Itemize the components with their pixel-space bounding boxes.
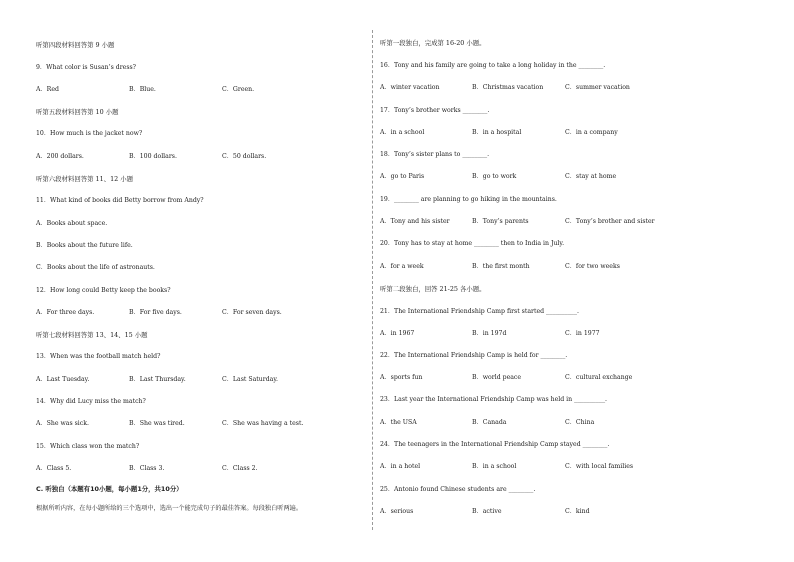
question-13: 13．When was the football match held? [36, 353, 161, 360]
question-22: 22．The International Friendship Camp is held for ________. [380, 352, 568, 359]
option-c[interactable]: C．Tony’s brother and sister [565, 218, 655, 225]
option-b[interactable]: B．in 197d [472, 330, 507, 337]
option-b[interactable]: B．in a hospital [472, 129, 522, 136]
question-25: 25．Antonio found Chinese students are ________. [380, 486, 536, 493]
option-b[interactable]: B．She was tired. [129, 420, 185, 427]
option-b[interactable]: B．Tony’s parents [472, 218, 529, 225]
question-14: 14．Why did Lucy miss the match? [36, 398, 146, 405]
heading-monologue-1: 听第一段独白，完成第 16-20 小题。 [380, 39, 486, 47]
option-c[interactable]: C．Last Saturday. [222, 376, 278, 383]
question-11: 11．What kind of books did Betty borrow from Andy? [36, 197, 204, 204]
option-b[interactable]: B．Books about the future life. [36, 242, 133, 249]
option-b[interactable]: B．in a school [472, 463, 517, 470]
option-b[interactable]: B．100 dollars. [129, 153, 177, 160]
option-a[interactable]: A．Books about space. [36, 220, 108, 227]
heading-monologue-2: 听第二段独白，回答 21-25 各小题。 [380, 285, 486, 293]
option-c[interactable]: C．China [565, 419, 595, 426]
option-a[interactable]: A．for a week [380, 263, 424, 270]
option-c[interactable]: C．in a company [565, 129, 618, 136]
option-b[interactable]: B．world peace [472, 374, 522, 381]
question-9: 9．What color is Susan’s dress? [36, 64, 136, 71]
option-a[interactable]: A．200 dollars. [36, 153, 84, 160]
option-a[interactable]: A．in a school [380, 129, 425, 136]
question-20: 20．Tony has to stay at home ________ then to India in July. [380, 240, 565, 247]
question-19: 19．________ are planning to go hiking in the mountains. [380, 196, 557, 203]
option-b[interactable]: B．the first month [472, 263, 530, 270]
option-b[interactable]: B．For five days. [129, 309, 182, 316]
heading-q13-15: 听第七段材料回答第 13、14、15 小题 [36, 331, 148, 339]
option-a[interactable]: A．in 1967 [380, 330, 415, 337]
option-c[interactable]: C．cultural exchange [565, 374, 633, 381]
column-divider [372, 30, 373, 530]
question-24: 24．The teenagers in the International Friendship Camp stayed ________. [380, 441, 610, 448]
question-17: 17．Tony’s brother works ________. [380, 107, 490, 114]
option-c[interactable]: C．Class 2. [222, 465, 258, 472]
option-b[interactable]: B．go to work [472, 173, 517, 180]
option-a[interactable]: A．For three days. [36, 309, 95, 316]
heading-q10: 听第五段材料回答第 10 小题 [36, 108, 119, 116]
option-a[interactable]: A．Class 5. [36, 465, 72, 472]
section-c-instructions: 根据所听内容，在每小题所给的三个选项中，选出一个能完成句子的最佳答案。每段独白听两遍。 [36, 505, 303, 512]
option-a[interactable]: A．winter vacation [380, 84, 440, 91]
option-a[interactable]: A．serious [380, 508, 414, 515]
option-a[interactable]: A．the USA [380, 419, 417, 426]
option-c[interactable]: C．stay at home [565, 173, 617, 180]
question-21: 21．The International Friendship Camp first started __________. [380, 308, 579, 315]
option-c[interactable]: C．with local families [565, 463, 634, 470]
heading-q11-12: 听第六段材料回答第 11、12 小题 [36, 175, 134, 183]
option-c[interactable]: C．summer vacation [565, 84, 630, 91]
option-c[interactable]: C．kind [565, 508, 590, 515]
section-c-title: C. 听独白（本题有10小题，每小题1分，共10分） [36, 485, 183, 493]
option-b[interactable]: B．active [472, 508, 502, 515]
option-b[interactable]: B．Class 3. [129, 465, 165, 472]
option-a[interactable]: A．Last Tuesday. [36, 376, 90, 383]
option-a[interactable]: A．go to Paris [380, 173, 425, 180]
option-a[interactable]: A．sports fun [380, 374, 423, 381]
option-b[interactable]: B．Canada [472, 419, 507, 426]
option-c[interactable]: C．in 1977 [565, 330, 600, 337]
option-a[interactable]: A．Tony and his sister [380, 218, 450, 225]
option-c[interactable]: C．She was having a test. [222, 420, 304, 427]
option-c[interactable]: C．Books about the life of astronauts. [36, 264, 155, 271]
question-15: 15．Which class won the match? [36, 443, 140, 450]
option-c[interactable]: C．For seven days. [222, 309, 282, 316]
question-18: 18．Tony’s sister plans to ________. [380, 151, 490, 158]
option-c[interactable]: C．50 dollars. [222, 153, 267, 160]
option-b[interactable]: B．Christmas vacation [472, 84, 544, 91]
option-b[interactable]: B．Last Thursday. [129, 376, 186, 383]
question-16: 16．Tony and his family are going to take a long holiday in the ________. [380, 62, 606, 69]
option-a[interactable]: A．in a hotel [380, 463, 421, 470]
heading-q9: 听第四段材料回答第 9 小题 [36, 41, 115, 49]
question-23: 23．Last year the International Friendship Camp was held in __________. [380, 396, 608, 403]
option-a[interactable]: A．She was sick. [36, 420, 89, 427]
question-10: 10．How much is the jacket now? [36, 130, 143, 137]
option-c[interactable]: C．Green. [222, 86, 255, 93]
option-b[interactable]: B．Blue. [129, 86, 156, 93]
option-a[interactable]: A．Red [36, 86, 59, 93]
option-c[interactable]: C．for two weeks [565, 263, 620, 270]
question-12: 12．How long could Betty keep the books? [36, 287, 171, 294]
